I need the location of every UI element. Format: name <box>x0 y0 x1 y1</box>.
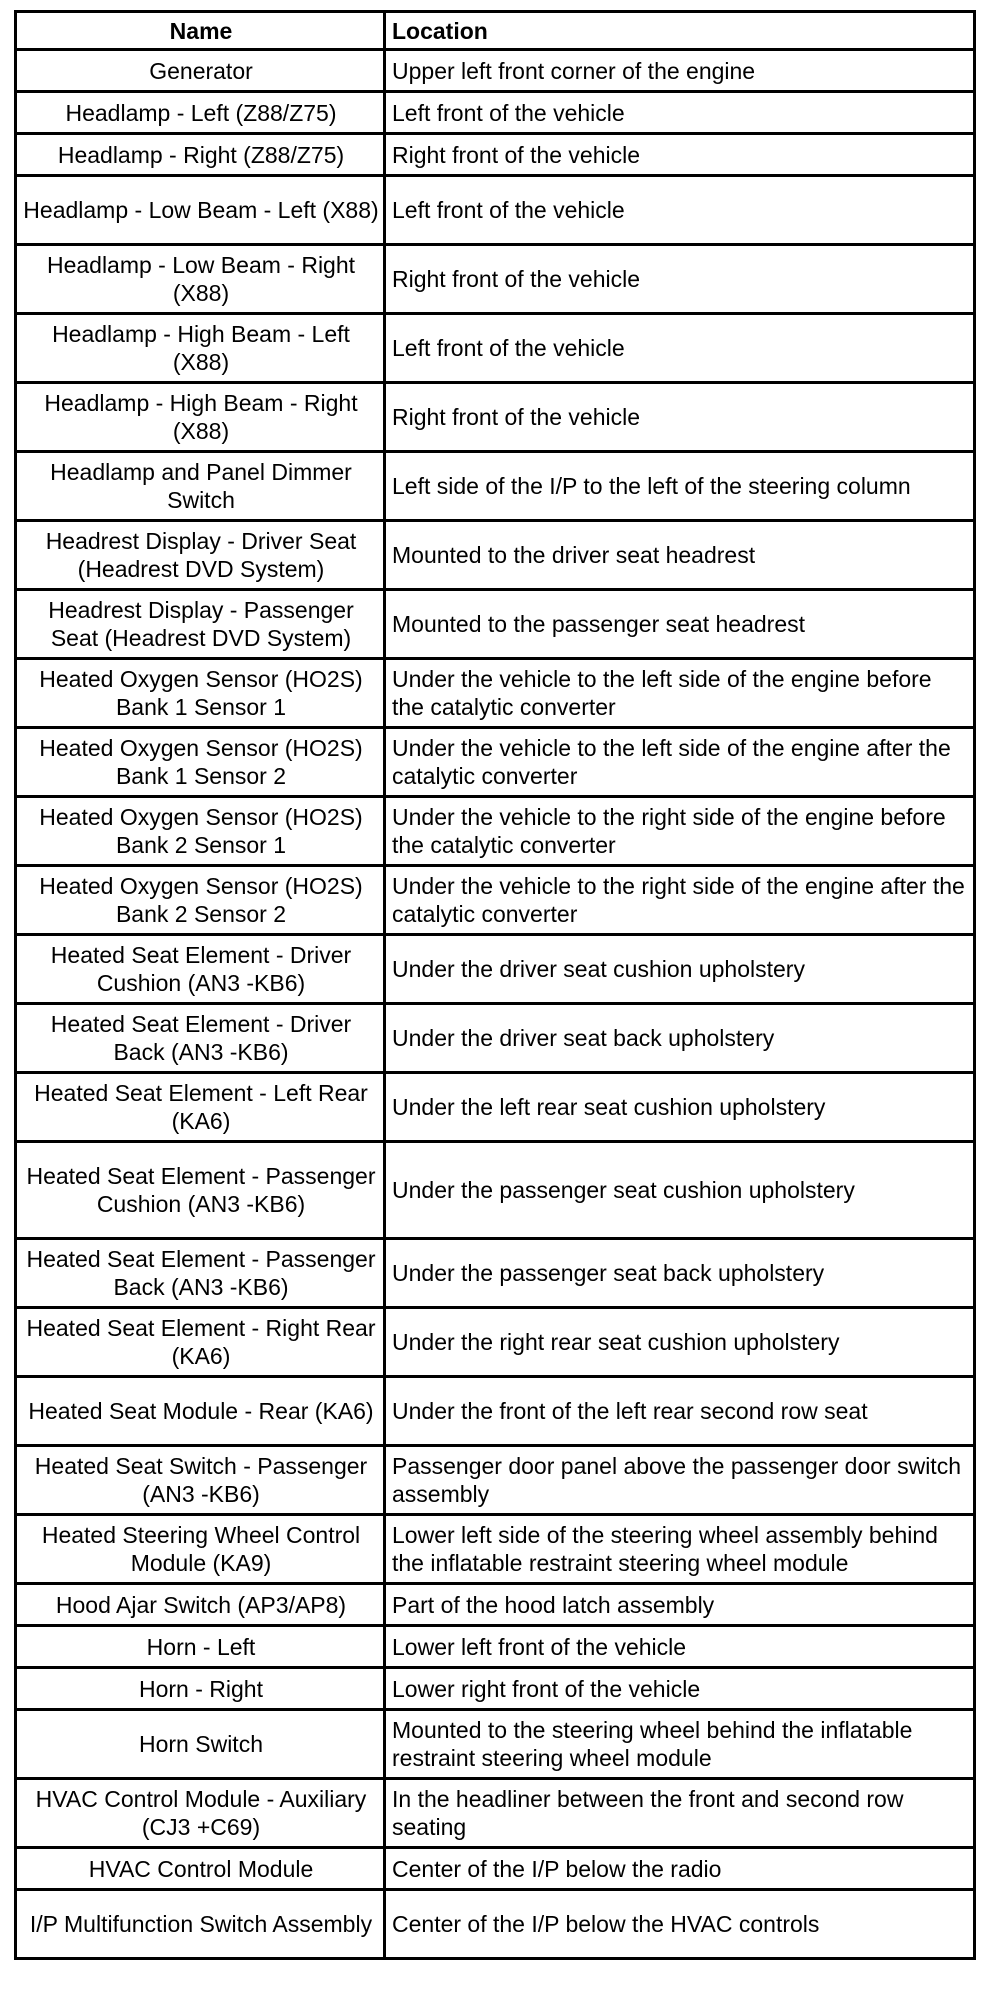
component-location-cell: Lower right front of the vehicle <box>385 1668 975 1710</box>
table-row <box>16 1584 975 1626</box>
component-location-cell: Under the right rear seat cushion upholstery <box>385 1308 975 1377</box>
component-location-cell: Under the vehicle to the left side of the engine before the catalytic converter <box>385 659 975 728</box>
table-row <box>16 1446 975 1515</box>
component-name-cell: I/P Multifunction Switch Assembly <box>16 1890 385 1959</box>
table-row <box>16 1848 975 1890</box>
component-name-cell: Headlamp - Low Beam - Left (X88) <box>16 176 385 245</box>
component-name-cell: Headlamp - Right (Z88/Z75) <box>16 134 385 176</box>
table-row <box>16 1004 975 1073</box>
table-row <box>16 1308 975 1377</box>
table-row <box>16 50 975 92</box>
component-name-cell: Heated Steering Wheel Control Module (KA9) <box>16 1515 385 1584</box>
component-name-cell: Heated Seat Switch - Passenger (AN3 -KB6) <box>16 1446 385 1515</box>
component-name-cell: Horn - Left <box>16 1626 385 1668</box>
component-name-cell: Headlamp - Left (Z88/Z75) <box>16 92 385 134</box>
table-row <box>16 314 975 383</box>
component-location-cell: Under the vehicle to the left side of the engine after the catalytic converter <box>385 728 975 797</box>
component-location-cell: Lower left side of the steering wheel assembly behind the inflatable restraint steering wheel module <box>385 1515 975 1584</box>
component-location-cell: Under the passenger seat back upholstery <box>385 1239 975 1308</box>
component-location-cell: Under the left rear seat cushion upholstery <box>385 1073 975 1142</box>
component-location-cell: Part of the hood latch assembly <box>385 1584 975 1626</box>
document-page <box>14 10 976 1960</box>
table-row <box>16 452 975 521</box>
component-location-cell: Right front of the vehicle <box>385 134 975 176</box>
component-location-cell: Under the front of the left rear second row seat <box>385 1377 975 1446</box>
table-row <box>16 1377 975 1446</box>
column-header-location: Location <box>385 12 975 50</box>
component-name-cell: Headrest Display - Passenger Seat (Headrest DVD System) <box>16 590 385 659</box>
component-location-cell: Under the vehicle to the right side of the engine before the catalytic converter <box>385 797 975 866</box>
component-name-cell: Heated Oxygen Sensor (HO2S) Bank 1 Sensor 1 <box>16 659 385 728</box>
component-name-cell: Heated Seat Element - Left Rear (KA6) <box>16 1073 385 1142</box>
component-name-cell: Heated Oxygen Sensor (HO2S) Bank 2 Sensor 2 <box>16 866 385 935</box>
component-name-cell: Headlamp - High Beam - Left (X88) <box>16 314 385 383</box>
table-row <box>16 1515 975 1584</box>
component-name-cell: Headlamp and Panel Dimmer Switch <box>16 452 385 521</box>
component-name-cell: HVAC Control Module - Auxiliary (CJ3 +C69) <box>16 1779 385 1848</box>
component-name-cell: Headrest Display - Driver Seat (Headrest DVD System) <box>16 521 385 590</box>
table-row <box>16 659 975 728</box>
table-row <box>16 134 975 176</box>
table-header-row <box>16 12 975 50</box>
component-location-cell: Left front of the vehicle <box>385 314 975 383</box>
component-name-cell: Heated Seat Module - Rear (KA6) <box>16 1377 385 1446</box>
component-location-cell: Under the passenger seat cushion upholstery <box>385 1142 975 1239</box>
table-row <box>16 590 975 659</box>
component-location-cell: Mounted to the driver seat headrest <box>385 521 975 590</box>
component-name-cell: Heated Oxygen Sensor (HO2S) Bank 1 Sensor 2 <box>16 728 385 797</box>
table-row <box>16 797 975 866</box>
component-location-cell: Lower left front of the vehicle <box>385 1626 975 1668</box>
component-location-cell: Left side of the I/P to the left of the steering column <box>385 452 975 521</box>
component-name-cell: Heated Seat Element - Passenger Back (AN3 -KB6) <box>16 1239 385 1308</box>
component-location-cell: Left front of the vehicle <box>385 176 975 245</box>
table-row <box>16 1890 975 1959</box>
table-row <box>16 1239 975 1308</box>
table-row <box>16 176 975 245</box>
component-location-cell: Mounted to the steering wheel behind the inflatable restraint steering wheel module <box>385 1710 975 1779</box>
component-name-cell: Generator <box>16 50 385 92</box>
component-location-cell: Center of the I/P below the radio <box>385 1848 975 1890</box>
component-name-cell: Heated Seat Element - Driver Back (AN3 -KB6) <box>16 1004 385 1073</box>
component-name-cell: Heated Seat Element - Right Rear (KA6) <box>16 1308 385 1377</box>
table-body <box>16 50 975 1959</box>
table-row <box>16 1668 975 1710</box>
table-row <box>16 1779 975 1848</box>
component-location-cell: In the headliner between the front and second row seating <box>385 1779 975 1848</box>
table-row <box>16 1142 975 1239</box>
table-row <box>16 866 975 935</box>
component-name-cell: Headlamp - High Beam - Right (X88) <box>16 383 385 452</box>
table-row <box>16 383 975 452</box>
table-row <box>16 1073 975 1142</box>
component-name-cell: Headlamp - Low Beam - Right (X88) <box>16 245 385 314</box>
table-row <box>16 1626 975 1668</box>
component-name-cell: Horn Switch <box>16 1710 385 1779</box>
component-name-cell: Heated Seat Element - Passenger Cushion (AN3 -KB6) <box>16 1142 385 1239</box>
column-header-name: Name <box>16 12 385 50</box>
table-row <box>16 1710 975 1779</box>
component-name-cell: Heated Oxygen Sensor (HO2S) Bank 2 Sensor 1 <box>16 797 385 866</box>
component-name-cell: Horn - Right <box>16 1668 385 1710</box>
table-row <box>16 521 975 590</box>
component-location-cell: Under the driver seat cushion upholstery <box>385 935 975 1004</box>
component-name-cell: Heated Seat Element - Driver Cushion (AN3 -KB6) <box>16 935 385 1004</box>
component-location-cell: Passenger door panel above the passenger door switch assembly <box>385 1446 975 1515</box>
table-row <box>16 935 975 1004</box>
component-location-cell: Right front of the vehicle <box>385 383 975 452</box>
table-row <box>16 92 975 134</box>
component-location-cell: Mounted to the passenger seat headrest <box>385 590 975 659</box>
component-location-table <box>14 10 976 1960</box>
component-name-cell: Hood Ajar Switch (AP3/AP8) <box>16 1584 385 1626</box>
component-location-cell: Upper left front corner of the engine <box>385 50 975 92</box>
component-location-cell: Right front of the vehicle <box>385 245 975 314</box>
table-row <box>16 245 975 314</box>
component-name-cell: HVAC Control Module <box>16 1848 385 1890</box>
component-location-cell: Under the vehicle to the right side of the engine after the catalytic converter <box>385 866 975 935</box>
component-location-cell: Left front of the vehicle <box>385 92 975 134</box>
component-location-cell: Under the driver seat back upholstery <box>385 1004 975 1073</box>
table-row <box>16 728 975 797</box>
component-location-cell: Center of the I/P below the HVAC controls <box>385 1890 975 1959</box>
